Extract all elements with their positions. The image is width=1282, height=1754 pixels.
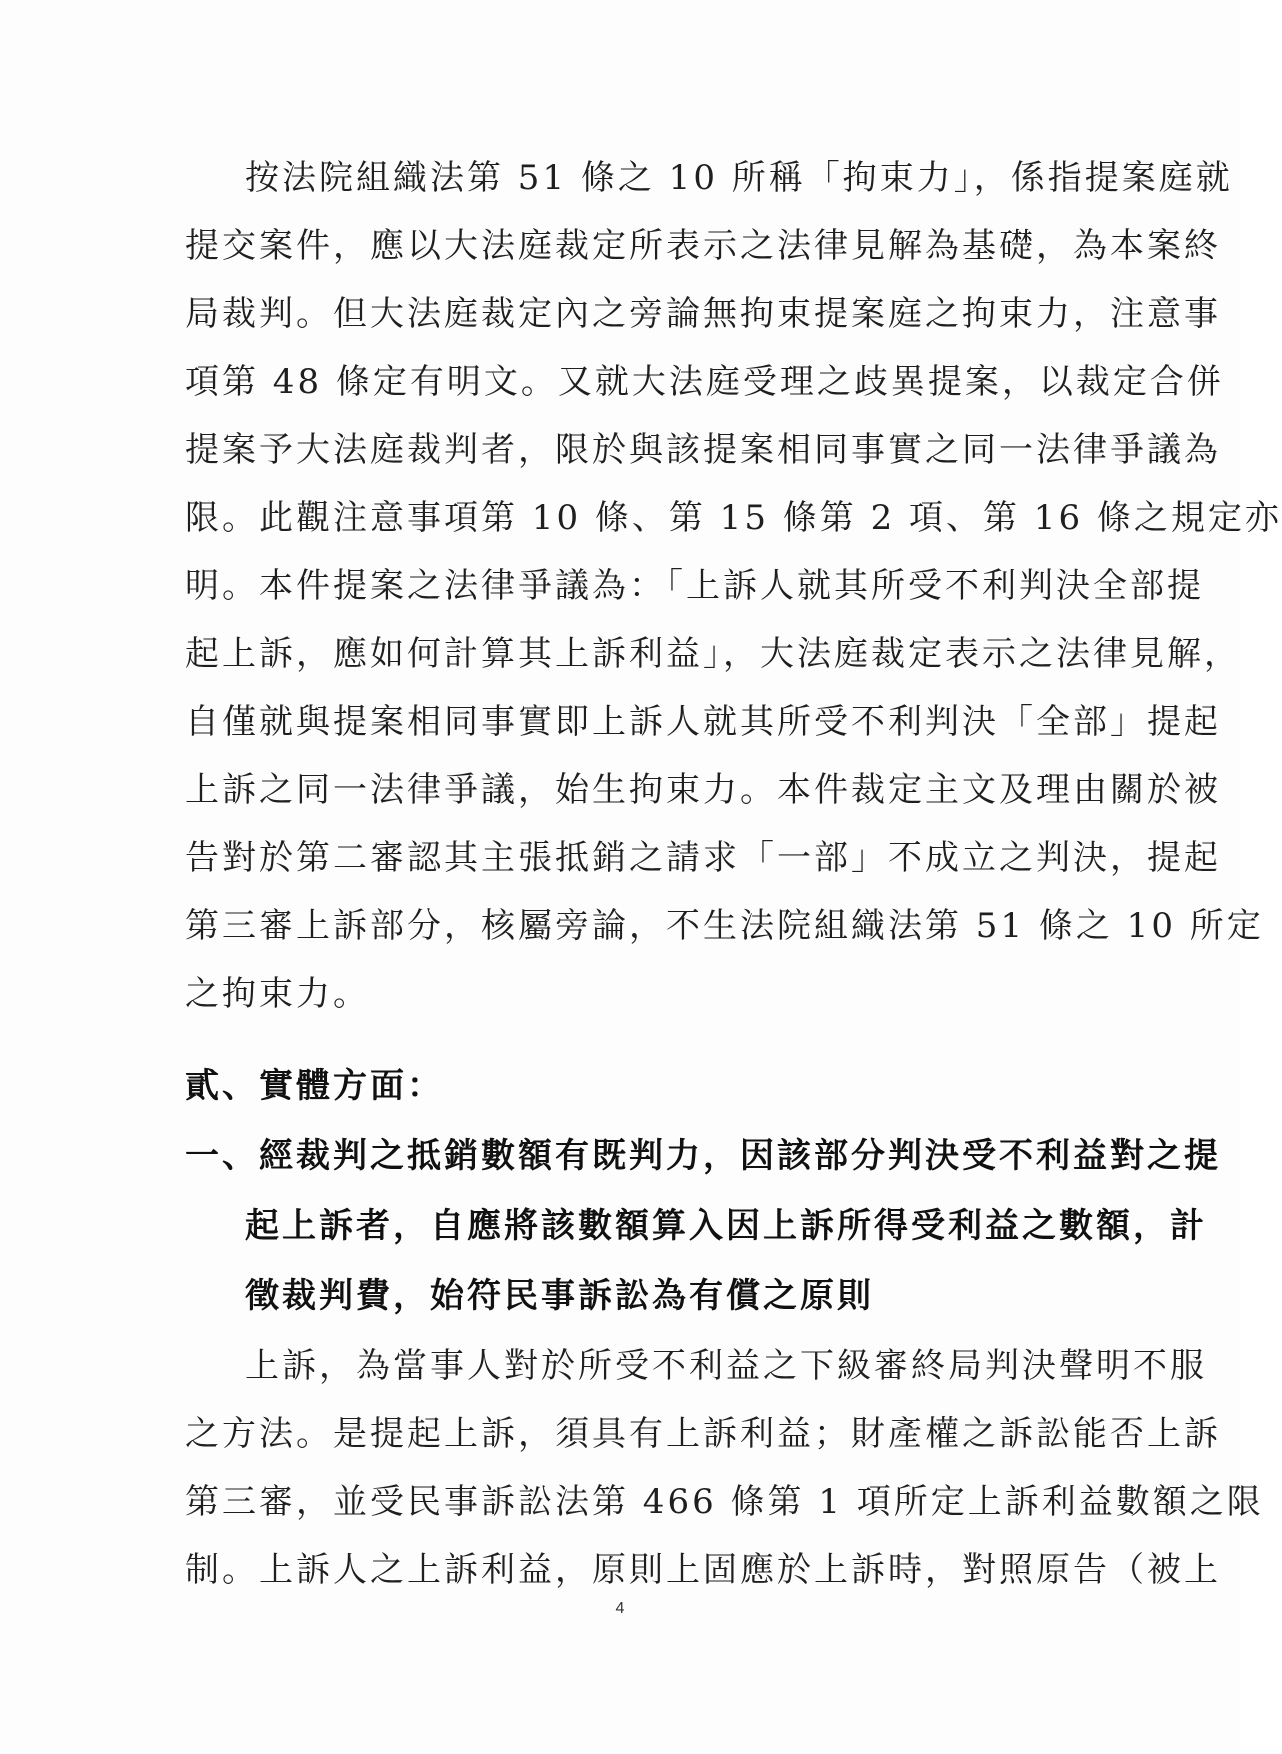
page-number: 4 (615, 1600, 625, 1617)
paragraph-line: 提交案件，應以大法庭裁定所表示之法律見解為基礎，為本案終 (185, 226, 1221, 266)
paragraph-line: 限。此觀注意事項第 10 條、第 15 條第 2 項、第 16 條之規定亦 (185, 498, 1282, 538)
paragraph-line: 項第 48 條定有明文。又就大法庭受理之歧異提案，以裁定合併 (185, 362, 1224, 402)
paragraph-line: 告對於第二審認其主張抵銷之請求「一部」不成立之判決，提起 (185, 838, 1221, 878)
paragraph-line: 制。上訴人之上訴利益，原則上固應於上訴時，對照原告（被上 (185, 1550, 1221, 1590)
paragraph-line: 上訴，為當事人對於所受不利益之下級審終局判決聲明不服 (245, 1346, 1207, 1386)
paragraph-line: 起上訴，應如何計算其上訴利益」，大法庭裁定表示之法律見解， (185, 634, 1241, 674)
paragraph-line: 上訴之同一法律爭議，始生拘束力。本件裁定主文及理由關於被 (185, 770, 1221, 810)
paragraph-line: 之方法。是提起上訴，須具有上訴利益；財產權之訴訟能否上訴 (185, 1414, 1221, 1454)
subheading-line: 起上訴者，自應將該數額算入因上訴所得受利益之數額，計 (245, 1206, 1207, 1246)
paragraph-line: 按法院組織法第 51 條之 10 所稱「拘束力」，係指提案庭就 (245, 158, 1233, 198)
paragraph-line: 局裁判。但大法庭裁定內之旁論無拘束提案庭之拘束力，注意事 (185, 294, 1221, 334)
paragraph-line: 第三審，並受民事訴訟法第 466 條第 1 項所定上訴利益數額之限 (185, 1482, 1264, 1522)
paragraph-line: 明。本件提案之法律爭議為：「上訴人就其所受不利判決全部提 (185, 566, 1204, 606)
section-heading: 貳、實體方面： (185, 1066, 444, 1106)
paragraph-line: 自僅就與提案相同事實即上訴人就其所受不利判決「全部」提起 (185, 702, 1221, 742)
subheading-line: 徵裁判費，始符民事訴訟為有償之原則 (245, 1276, 874, 1316)
subheading-line: 一、經裁判之抵銷數額有既判力，因該部分判決受不利益對之提 (185, 1136, 1221, 1176)
paragraph-line: 之拘束力。 (185, 974, 370, 1014)
paragraph-line: 提案予大法庭裁判者，限於與該提案相同事實之同一法律爭議為 (185, 430, 1221, 470)
paragraph-line: 第三審上訴部分，核屬旁論，不生法院組織法第 51 條之 10 所定 (185, 906, 1264, 946)
